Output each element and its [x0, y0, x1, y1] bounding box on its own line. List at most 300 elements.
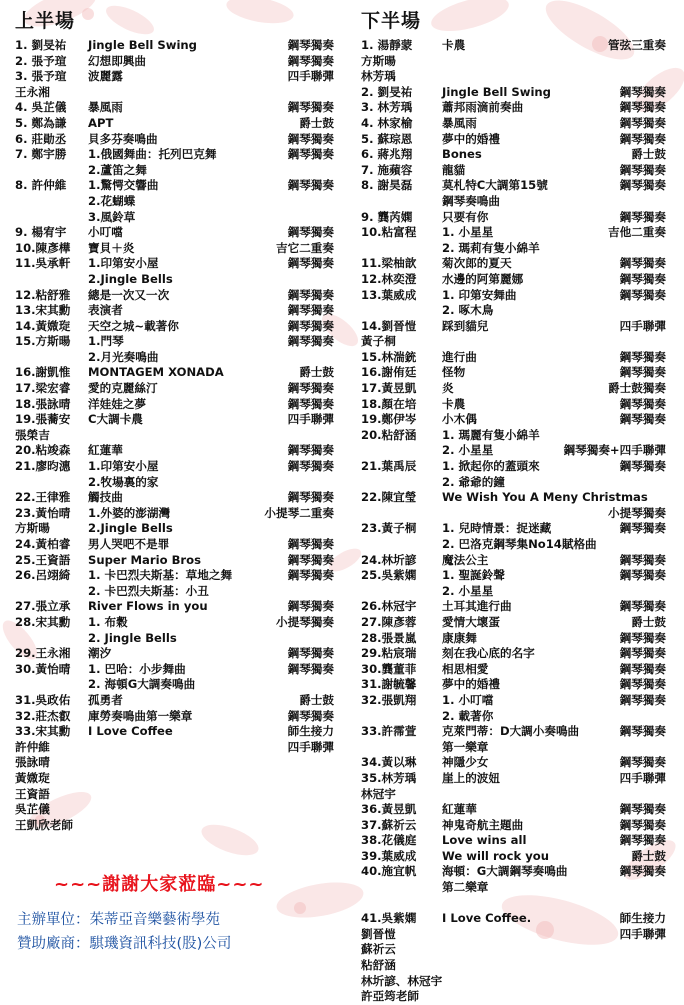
performance-type: 鋼琴獨奏 [619, 365, 666, 380]
piece-title: 鋼琴奏鳴曲 [442, 193, 500, 208]
piece-title: 孤勇者 [88, 692, 123, 707]
piece-title: 2.Jingle Bells [88, 521, 173, 536]
piece-title: 觸技曲 [88, 490, 123, 505]
program-row [361, 755, 666, 771]
program-row [361, 771, 666, 787]
program-row [361, 225, 666, 241]
program-row [361, 864, 666, 880]
piece-title: 貝多芬奏鳴曲 [88, 131, 158, 146]
program-row [361, 927, 666, 943]
program-row [361, 397, 666, 413]
performance-type: 管弦三重奏 [608, 38, 666, 52]
performance-type: 鋼琴獨奏 [287, 287, 334, 302]
program-row [15, 521, 340, 537]
program-row [361, 350, 666, 366]
program-row [15, 677, 340, 693]
program-row [15, 506, 340, 522]
performer-name: 25.吳紫嫻 [361, 568, 417, 583]
program-row [361, 568, 666, 584]
program-row [361, 833, 666, 849]
piece-title: 2.蘆笛之舞 [88, 162, 147, 177]
performance-type: 鋼琴獨奏 [619, 256, 666, 271]
performance-type: 鋼琴獨奏 [619, 599, 666, 614]
performance-type: 鋼琴獨奏+四手聯彈 [563, 443, 666, 458]
performance-type: 鋼琴獨奏 [287, 303, 334, 318]
piece-title: 1. 掀起你的蓋頭來 [442, 459, 540, 474]
program-row [361, 662, 666, 678]
program-row [15, 178, 340, 194]
piece-title: 菊次郎的夏天 [442, 256, 512, 271]
piece-title: 夢中的婚禮 [442, 677, 500, 692]
piece-title: 神鬼奇航主題曲 [442, 817, 524, 832]
piece-title: 1. 瑪麗有隻小綿羊 [442, 427, 540, 442]
performer-name: 8. 許仲維 [15, 178, 67, 193]
piece-title: 小木偶 [442, 412, 477, 427]
program-row [361, 974, 666, 990]
performance-type: 小提琴獨奏 [276, 614, 334, 629]
program-row [15, 334, 340, 350]
program-row [361, 194, 666, 210]
piece-title: 2.花蝴蝶 [88, 193, 136, 208]
performer-name: 4. 吳芷儀 [15, 100, 67, 115]
performance-type: 鋼琴獨奏 [619, 131, 666, 146]
program-row [15, 787, 340, 803]
program-row [361, 100, 666, 116]
piece-title: 2. 啄木鳥 [442, 303, 494, 318]
performer-name: 31.吳政佑 [15, 692, 71, 707]
performer-name: 28.宋其勳 [15, 614, 71, 629]
piece-title: 2. 爺爺的鐘 [442, 474, 505, 489]
performer-name: 30.龔董菲 [361, 661, 417, 676]
performer-name: 7. 施蘋容 [361, 162, 413, 177]
piece-title: 夢中的婚禮 [442, 131, 500, 146]
program-row [361, 942, 666, 958]
performance-type: 鋼琴獨奏 [287, 100, 334, 115]
piece-title: 1. 印第安舞曲 [442, 287, 517, 302]
program-row [361, 709, 666, 725]
program-row [15, 459, 340, 475]
program-row [15, 490, 340, 506]
performer-name: 34.黃以琳 [361, 755, 417, 770]
program-row [361, 54, 666, 70]
program-row [15, 100, 340, 116]
piece-title: 2. Jingle Bells [88, 630, 177, 645]
performer-name: 許亞筠老師 [361, 989, 419, 1004]
performance-type: 吉它二重奏 [276, 240, 334, 255]
piece-title: 愛情大壞蛋 [442, 614, 500, 629]
performance-type: 鋼琴獨奏 [619, 646, 666, 661]
performer-name: 許仲維 [15, 739, 50, 754]
program-row [15, 443, 340, 459]
performer-name: 22.王律雅 [15, 490, 71, 505]
performance-type: 鋼琴獨奏 [287, 334, 334, 349]
performer-name: 13.宋其勳 [15, 303, 71, 318]
piece-title: C大調卡農 [88, 412, 143, 427]
performance-type: 鋼琴獨奏 [287, 225, 334, 240]
performer-name: 林芳瑀 [361, 69, 396, 84]
piece-title: 1. 小叮噹 [442, 692, 494, 707]
performance-type: 吉他二重奏 [608, 225, 666, 240]
performer-name: 39.葉威成 [361, 848, 417, 863]
program-row [15, 646, 340, 662]
performer-name: 10.粘富程 [361, 225, 417, 240]
program-row [361, 38, 666, 54]
piece-title: APT [88, 115, 114, 130]
performance-type: 鋼琴獨奏 [619, 162, 666, 177]
piece-title: 紅蓮華 [88, 443, 123, 458]
piece-title: 1. 兒時情景：捉迷藏 [442, 521, 552, 536]
piece-title: 庫勞奏鳴曲第一樂章 [88, 708, 193, 723]
program-row [15, 709, 340, 725]
piece-title: 表演者 [88, 303, 123, 318]
program-row [361, 319, 666, 335]
performance-type: 鋼琴獨奏 [287, 131, 334, 146]
performer-name: 18.顏在培 [361, 396, 417, 411]
program-row [15, 147, 340, 163]
performer-name: 黃子桐 [361, 334, 396, 349]
performance-type: 鋼琴獨奏 [287, 599, 334, 614]
piece-title: 男人哭吧不是罪 [88, 537, 170, 551]
performer-name: 33.許霈萱 [361, 724, 417, 739]
performance-type: 小提琴獨奏 [608, 505, 666, 520]
performer-name: 28.張景嵐 [361, 630, 417, 645]
program-row [15, 210, 340, 226]
program-row [361, 303, 666, 319]
performance-type: 鋼琴獨奏 [287, 381, 334, 396]
performance-type: 鋼琴獨奏 [619, 396, 666, 411]
performer-name: 林圻諺、林冠宇 [361, 973, 443, 988]
program-row [15, 584, 340, 600]
performer-name: 3. 林芳瑀 [361, 100, 413, 115]
piece-title: 2. 載著你 [442, 708, 494, 723]
piece-title: 莫札特C大調第15號 [442, 178, 548, 193]
piece-title: 第一樂章 [442, 739, 489, 754]
performer-name: 25.王資語 [15, 552, 71, 567]
piece-title: 炎 [442, 381, 454, 396]
performance-type: 爵士鼓獨奏 [608, 381, 666, 396]
program-row [361, 475, 666, 491]
piece-title: 魔法公主 [442, 552, 489, 567]
program-row [15, 116, 340, 132]
program-row [361, 178, 666, 194]
organizer-text: 主辦單位：茱蒂亞音樂藝術學苑 [17, 912, 220, 928]
piece-title: River Flows in you [88, 599, 208, 614]
program-row [361, 553, 666, 569]
program-row [361, 958, 666, 974]
piece-title: 怪物 [442, 365, 466, 380]
performance-type: 鋼琴獨奏 [619, 412, 666, 427]
piece-title: Bones [442, 147, 482, 162]
piece-title: Super Mario Bros [88, 552, 201, 567]
program-row [361, 334, 666, 350]
performer-name: 5. 蘇琮恩 [361, 131, 413, 146]
program-row [361, 365, 666, 381]
performance-type: 爵士鼓 [631, 614, 666, 629]
piece-title: 天空之城~載著你 [88, 318, 179, 333]
piece-title: 暴風雨 [88, 100, 123, 115]
performer-name: 27.陳彥蓉 [361, 614, 417, 629]
piece-title: 2.牧場裏的家 [88, 474, 159, 489]
performance-type: 爵士鼓 [631, 147, 666, 162]
piece-title: 1.印第安小屋 [88, 256, 159, 271]
performer-name: 6. 蔣兆翔 [361, 147, 413, 162]
program-row [15, 662, 340, 678]
piece-title: 潮汐 [88, 646, 112, 661]
piece-title: Jingle Bell Swing [442, 84, 551, 99]
program-row [361, 428, 666, 444]
piece-title: 2. 小星星 [442, 583, 494, 598]
performer-name: 20.粘竣森 [15, 443, 71, 458]
piece-title: 2.月光奏鳴曲 [88, 349, 159, 364]
performance-type: 四手聯彈 [287, 69, 334, 84]
piece-title: 波麗露 [88, 69, 123, 84]
performer-name: 11.梁柚歆 [361, 256, 417, 271]
program-row [361, 256, 666, 272]
program-row [361, 802, 666, 818]
performer-name: 22.陳宜瑩 [361, 490, 417, 505]
performer-name: 王資語 [15, 786, 50, 801]
piece-title: 3.風鈴草 [88, 209, 136, 224]
program-row [15, 802, 340, 818]
program-row [15, 724, 340, 740]
piece-title: 幻想即興曲 [88, 53, 146, 68]
piece-title: 龍貓 [442, 162, 466, 177]
piece-title: 第二樂章 [442, 880, 489, 895]
performance-type: 鋼琴獨奏 [619, 115, 666, 130]
piece-title: 1. 小星星 [442, 225, 494, 240]
sponsor-text: 贊助廠商：騏璣資訊科技(股)公司 [17, 936, 232, 952]
program-row [361, 599, 666, 615]
program-row [361, 724, 666, 740]
program-row [15, 272, 340, 288]
performer-name: 32.張凱翔 [361, 692, 417, 707]
performer-name: 王凱欣老師 [15, 817, 73, 832]
performance-type: 四手聯彈 [619, 318, 666, 333]
piece-title: 1.驚愕交響曲 [88, 178, 159, 193]
performance-type: 鋼琴獨奏 [619, 802, 666, 817]
performance-type: 鋼琴獨奏 [287, 318, 334, 333]
second-half-program-list [361, 38, 666, 1005]
piece-title: 紅蓮華 [442, 802, 477, 817]
performance-type: 鋼琴獨奏 [287, 147, 334, 162]
performer-name: 4. 林家榆 [361, 115, 413, 130]
program-row [15, 693, 340, 709]
performance-type: 鋼琴獨奏 [287, 38, 334, 52]
performer-name: 方斯暘 [361, 53, 396, 68]
program-row [15, 38, 340, 54]
piece-title: We Wish You A Meny Christmas [442, 490, 648, 505]
performer-name: 劉晉愷 [361, 926, 396, 941]
program-row [361, 288, 666, 304]
performer-name: 張榮吉 [15, 427, 50, 442]
program-row [15, 771, 340, 787]
piece-title: 1.俄國舞曲：托列巴克舞 [88, 147, 217, 162]
performer-name: 吳芷儀 [15, 802, 50, 817]
performer-name: 16.謝侑廷 [361, 365, 417, 380]
performer-name: 37.蘇祈云 [361, 817, 417, 832]
piece-title: 1. 聖誕鈴聲 [442, 568, 505, 583]
program-row [15, 319, 340, 335]
program-row [15, 194, 340, 210]
piece-title: 蕭邦雨滴前奏曲 [442, 100, 524, 115]
program-row [361, 459, 666, 475]
piece-title: 卡農 [442, 38, 466, 52]
program-row [15, 599, 340, 615]
piece-title: 愛的克麗絲汀 [88, 381, 158, 396]
performance-type: 四手聯彈 [619, 770, 666, 785]
performer-name: 18.張詠晴 [15, 396, 71, 411]
performance-type: 鋼琴獨奏 [619, 271, 666, 286]
performance-type: 鋼琴獨奏 [287, 53, 334, 68]
performer-name: 40.施宜帆 [361, 864, 417, 879]
performance-type: 鋼琴獨奏 [287, 552, 334, 567]
program-row [361, 116, 666, 132]
program-row [15, 241, 340, 257]
performance-type: 爵士鼓 [299, 365, 334, 380]
performer-name: 26.呂翊綺 [15, 568, 71, 583]
performer-name: 1. 湯靜蒙 [361, 38, 413, 52]
second-half-title: 下半場 [361, 10, 422, 32]
piece-title: 1. 卡巴烈夫斯基：草地之舞 [88, 568, 233, 583]
performer-name: 27.張立承 [15, 599, 71, 614]
performer-name: 1. 劉旻祐 [15, 38, 67, 52]
performance-type: 鋼琴獨奏 [287, 646, 334, 661]
performance-type: 四手聯彈 [287, 739, 334, 754]
performance-type: 鋼琴獨奏 [287, 708, 334, 723]
program-row [15, 397, 340, 413]
program-row [361, 443, 666, 459]
piece-title: I Love Coffee. [442, 911, 532, 926]
piece-title: 踩到貓兒 [442, 318, 489, 333]
performance-type: 鋼琴獨奏 [619, 287, 666, 302]
program-row [361, 272, 666, 288]
piece-title: Jingle Bell Swing [88, 38, 197, 52]
program-row [15, 288, 340, 304]
program-row [361, 631, 666, 647]
performance-type: 鋼琴獨奏 [619, 630, 666, 645]
program-row [15, 85, 340, 101]
piece-title: 總是一次又一次 [88, 287, 170, 302]
piece-title: 刻在我心底的名字 [442, 646, 535, 661]
performance-type: 鋼琴獨奏 [287, 661, 334, 676]
program-row [361, 787, 666, 803]
performer-name: 41.吳紫嫻 [361, 911, 417, 926]
performer-name: 24.林圻諺 [361, 552, 417, 567]
performer-name: 粘舒涵 [361, 958, 396, 973]
performer-name: 38.花儀庭 [361, 833, 417, 848]
performer-name: 13.葉威成 [361, 287, 417, 302]
performer-name: 5. 鄭為謙 [15, 115, 67, 130]
piece-title: 1.印第安小屋 [88, 459, 159, 474]
performer-name: 8. 謝昊磊 [361, 178, 413, 193]
performance-type: 鋼琴獨奏 [619, 864, 666, 879]
piece-title: 土耳其進行曲 [442, 599, 512, 614]
performance-type: 鋼琴獨奏 [287, 396, 334, 411]
piece-title: 崖上的波妞 [442, 770, 500, 785]
piece-title: 2. 瑪莉有隻小綿羊 [442, 240, 540, 255]
performance-type: 鋼琴獨奏 [619, 568, 666, 583]
program-row [361, 85, 666, 101]
program-row [15, 225, 340, 241]
program-row [361, 646, 666, 662]
piece-title: 進行曲 [442, 349, 477, 364]
first-half-title: 上半場 [15, 10, 76, 32]
performance-type: 鋼琴獨奏 [619, 84, 666, 99]
piece-title: 克萊門蒂：D大調小奏鳴曲 [442, 724, 580, 739]
program-row [15, 256, 340, 272]
performer-name: 20.粘舒涵 [361, 427, 417, 442]
performer-name: 23.黃怡晴 [15, 505, 71, 520]
performer-name: 7. 鄭宇勝 [15, 147, 67, 162]
program-row [15, 350, 340, 366]
performer-name: 12.林奕澄 [361, 271, 417, 286]
performer-name: 17.梁宏睿 [15, 381, 71, 396]
thanks-banner: ~~~謝謝大家蒞臨~~~ [54, 874, 265, 895]
performer-name: 張詠晴 [15, 755, 50, 770]
second-half-column [361, 8, 666, 1005]
program-row [15, 475, 340, 491]
performance-type: 鋼琴獨奏 [287, 459, 334, 474]
piece-title: 寶貝＋炎 [88, 240, 135, 255]
piece-title: 1. 巴哈：小步舞曲 [88, 661, 186, 676]
performance-type: 鋼琴獨奏 [619, 552, 666, 567]
performance-type: 鋼琴獨奏 [619, 209, 666, 224]
program-row [361, 818, 666, 834]
program-row [361, 584, 666, 600]
program-row [15, 631, 340, 647]
piece-title: 只要有你 [442, 209, 489, 224]
program-row [361, 693, 666, 709]
piece-title: 洋娃娃之夢 [88, 396, 146, 411]
first-half-program-list [15, 38, 340, 833]
program-row [361, 132, 666, 148]
piece-title: 1. 布穀 [88, 614, 128, 629]
performer-name: 17.黃昱凱 [361, 381, 417, 396]
performer-name: 蘇祈云 [361, 942, 396, 957]
performance-type: 鋼琴獨奏 [619, 692, 666, 707]
program-row [361, 490, 666, 506]
performer-name: 3. 張予瑄 [15, 69, 67, 84]
piece-title: I Love Coffee [88, 724, 173, 739]
program-row [361, 740, 666, 756]
performance-type: 鋼琴獨奏 [619, 100, 666, 115]
program-row [15, 365, 340, 381]
performance-type: 鋼琴獨奏 [287, 568, 334, 583]
performance-type: 鋼琴獨奏 [619, 349, 666, 364]
program-row [361, 911, 666, 927]
piece-title: 2.Jingle Bells [88, 271, 173, 286]
program-row [15, 381, 340, 397]
piece-title: 小叮噹 [88, 225, 123, 240]
performance-type: 鋼琴獨奏 [287, 443, 334, 458]
performer-name: 12.粘舒雅 [15, 287, 71, 302]
performer-name: 19.鄭伊岑 [361, 412, 417, 427]
program-row [361, 381, 666, 397]
program-row [15, 740, 340, 756]
performer-name: 32.莊杰叡 [15, 708, 71, 723]
program-row [15, 54, 340, 70]
performer-name: 16.謝凱惟 [15, 365, 71, 380]
performer-name: 6. 莊勛丞 [15, 131, 67, 146]
piece-title: MONTAGEM XONADA [88, 365, 224, 380]
performer-name: 23.黃子桐 [361, 521, 417, 536]
performer-name: 林冠宇 [361, 786, 396, 801]
performer-name: 21.廖昀潓 [15, 459, 71, 474]
performer-name: 29.粘宸瑞 [361, 646, 417, 661]
program-row [361, 896, 666, 912]
program-row [15, 568, 340, 584]
performance-type: 爵士鼓 [631, 848, 666, 863]
